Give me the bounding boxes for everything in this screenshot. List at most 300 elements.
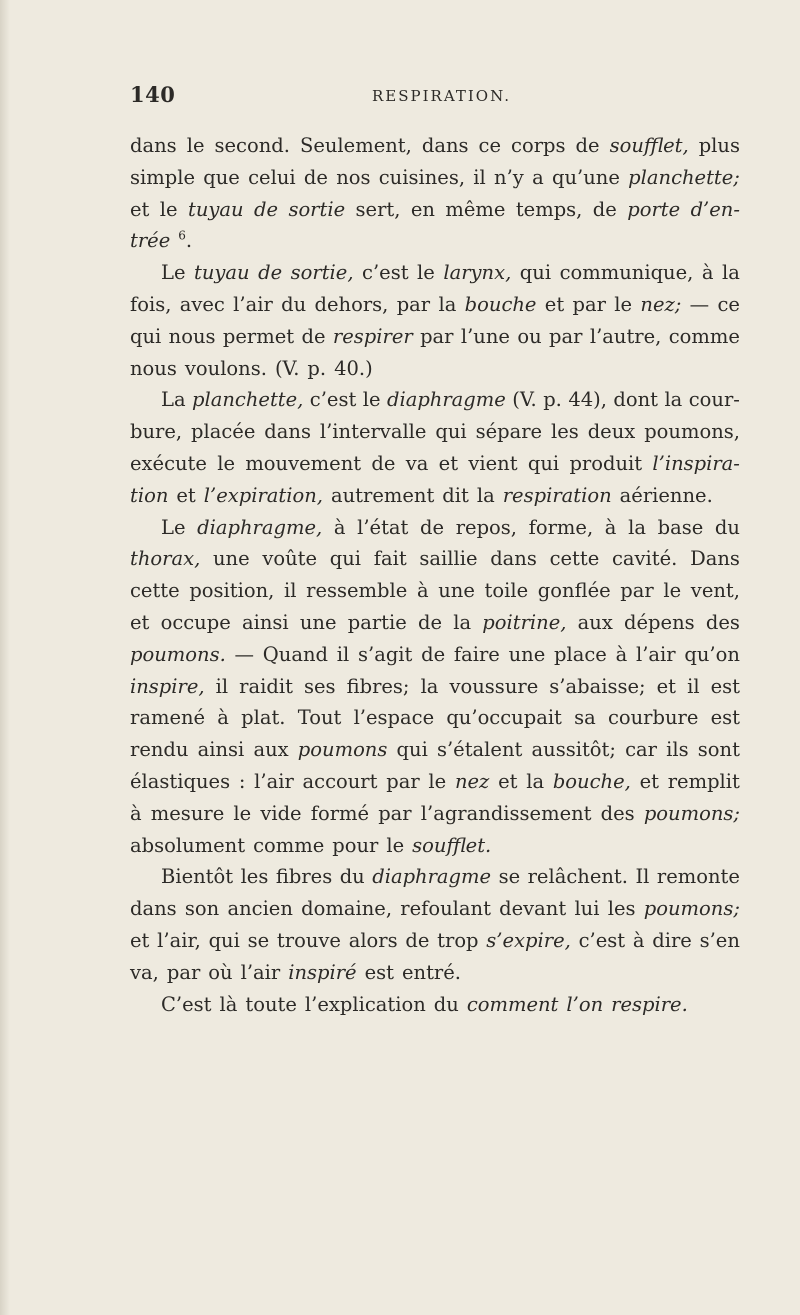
word: les [551, 420, 579, 444]
word: absolument [130, 833, 246, 857]
word: la [476, 483, 495, 507]
word: Bientôt [161, 865, 234, 889]
text-line [130, 639, 740, 671]
word: le [386, 833, 405, 857]
word: poumons; [643, 897, 740, 921]
word: du [339, 865, 365, 889]
word: rendu [130, 738, 189, 762]
page-header [130, 82, 740, 116]
word: nez; [640, 292, 682, 316]
word: inspiré [288, 960, 357, 984]
word: vide [260, 801, 302, 825]
text-line [130, 575, 740, 607]
word: comme [253, 833, 325, 857]
word: occupe [160, 610, 231, 634]
word: la [526, 769, 545, 793]
text-line [130, 989, 740, 1021]
word: ancien [227, 897, 293, 921]
word: accourt [302, 769, 378, 793]
word: de [371, 451, 396, 475]
text-line [130, 734, 740, 766]
word: la [438, 292, 457, 316]
word: dit [442, 483, 469, 507]
word: saillie [419, 547, 478, 571]
word: la [664, 388, 683, 412]
word: planchette; [628, 165, 740, 189]
word: poumons. [130, 642, 226, 666]
word: à [333, 515, 346, 539]
word: bouche, [552, 769, 631, 793]
running-title: RESPIRATION. [372, 87, 512, 105]
word: domaine, [301, 897, 393, 921]
text-line [130, 957, 740, 989]
word: forme, [528, 515, 594, 539]
word: se [498, 865, 521, 889]
text-line [130, 798, 740, 830]
word: sortie [288, 197, 346, 221]
word: 44), [568, 388, 607, 412]
word: que [203, 165, 240, 189]
word: poumons; [643, 801, 740, 825]
word: fibres [275, 865, 333, 889]
word: le [186, 134, 205, 157]
word: ou [517, 324, 542, 348]
word: à [604, 515, 617, 539]
word: de [254, 197, 279, 221]
word: dont [613, 388, 658, 412]
word: le [428, 769, 447, 793]
word: trée [130, 229, 171, 253]
word: cette [549, 547, 600, 571]
word: la [722, 261, 740, 285]
word: dans [130, 897, 177, 921]
word: de [405, 928, 430, 952]
word: les [240, 865, 269, 889]
word: l’on [566, 992, 604, 1016]
word: il [687, 674, 700, 698]
word: La [161, 388, 186, 412]
word: de [301, 324, 326, 348]
word: l’explication [304, 992, 426, 1016]
word: planchette, [192, 388, 304, 412]
text-line [130, 543, 740, 575]
word: s’abaisse; [549, 674, 646, 698]
word: toute [245, 992, 297, 1016]
word: le [362, 388, 381, 412]
word: sa [574, 706, 596, 730]
word: ce [717, 292, 740, 316]
word: voulons. [184, 356, 267, 380]
word: ainsi [197, 738, 245, 762]
text-line [130, 289, 740, 321]
word: par [572, 292, 606, 316]
word: raidit [239, 674, 293, 698]
word: Quand [262, 642, 328, 666]
word: de [421, 642, 446, 666]
word: Il [635, 865, 650, 889]
word: est [710, 706, 740, 730]
word: son [184, 897, 220, 921]
word: ses [303, 674, 336, 698]
word: — [689, 292, 710, 316]
word: et [639, 769, 659, 793]
word: sert, [355, 197, 401, 221]
word: il [336, 642, 350, 666]
word: aussitôt; [531, 738, 616, 762]
word: remplit [667, 769, 740, 793]
word: : [238, 769, 246, 793]
text-line [130, 321, 740, 353]
word: le [663, 579, 682, 603]
text-line [130, 671, 740, 703]
word: bouche [464, 292, 537, 316]
word: ce [478, 134, 502, 157]
word: cavité. [611, 547, 678, 571]
word: qu’une [552, 165, 620, 189]
text-line [130, 162, 740, 194]
word: l’air [635, 642, 676, 666]
word: qui [519, 261, 552, 285]
word: respiration [502, 483, 612, 507]
word: l’espace [353, 706, 435, 730]
text-line [130, 766, 740, 798]
word: qui [435, 420, 467, 444]
text-line [130, 384, 740, 416]
word: place [554, 642, 607, 666]
word: à [632, 928, 645, 952]
word: dépens [624, 610, 695, 634]
word: courbure [607, 706, 699, 730]
word: gonflée [537, 579, 611, 603]
word: la [453, 610, 472, 634]
word: s’étalent [436, 738, 523, 762]
word: c’est [578, 928, 626, 952]
word: permet [222, 324, 295, 348]
word: celui [248, 165, 296, 189]
text-line [130, 925, 740, 957]
word: il [473, 165, 486, 189]
word: par [386, 769, 420, 793]
word: l’air [254, 769, 294, 793]
word: $^6$. [178, 228, 193, 253]
word: c’est [309, 388, 357, 412]
word: bure, [130, 420, 183, 444]
word: du [281, 292, 307, 316]
word: élastiques [130, 769, 231, 793]
word: la [420, 674, 439, 698]
page-edge-shadow [0, 0, 10, 1315]
word: second. [214, 134, 290, 157]
word: trouve [276, 928, 341, 952]
word: dans [421, 134, 469, 157]
text-line [130, 225, 740, 257]
word: Le [161, 261, 186, 285]
word: Tout [297, 706, 342, 730]
word: cour- [688, 388, 740, 412]
word: qui [527, 451, 560, 475]
body-text [130, 130, 740, 1020]
word: poumons [297, 738, 388, 762]
word: la [628, 515, 646, 539]
word: lui [574, 897, 600, 921]
word: de [592, 197, 617, 221]
word: plus [698, 134, 740, 157]
word: diaphragme [372, 865, 492, 889]
word: le [217, 451, 236, 475]
word: qui [396, 738, 428, 762]
word: où [208, 960, 233, 984]
word: une [438, 579, 475, 603]
word: dans [264, 420, 311, 444]
word: soufflet. [412, 833, 492, 857]
word: dehors, [314, 292, 389, 316]
word: ramené [130, 706, 206, 730]
word: — [234, 642, 255, 666]
word: tion [130, 483, 169, 507]
word: Le [161, 515, 186, 539]
word: le [159, 197, 178, 221]
word: qui [329, 547, 362, 571]
word: 40.) [334, 356, 373, 380]
word: par [378, 801, 412, 825]
word: poitrine, [482, 610, 567, 634]
word: fibres; [346, 674, 410, 698]
word: de [575, 134, 600, 157]
word: qui [130, 324, 162, 348]
word: l’agrandissement [420, 801, 592, 825]
word: produit [569, 451, 643, 475]
word: diaphragme [386, 388, 506, 412]
word: nos [336, 165, 371, 189]
word: exécute [130, 451, 207, 475]
word: toile [484, 579, 529, 603]
word: p. [307, 356, 327, 380]
word: et [130, 610, 150, 634]
word: il [284, 579, 297, 603]
word: faire [453, 642, 500, 666]
word: relâchent. [527, 865, 628, 889]
word: l’une [460, 324, 510, 348]
text-line [130, 861, 740, 893]
text-line [130, 893, 740, 925]
word: diaphragme, [197, 515, 323, 539]
word: n’y [494, 165, 524, 189]
word: le [614, 292, 633, 316]
text-line [130, 257, 740, 289]
word: porte [627, 197, 681, 221]
word: à [701, 261, 714, 285]
word: et [130, 928, 150, 952]
word: par [166, 960, 201, 984]
word: ressemble [306, 579, 408, 603]
word: soufflet, [609, 134, 689, 157]
word: placée [191, 420, 256, 444]
word: et [176, 483, 196, 507]
text-line [130, 607, 740, 639]
word: l’inspira- [652, 451, 740, 475]
word: vient [468, 451, 518, 475]
word: thorax, [130, 547, 201, 571]
word: s’expire, [486, 928, 571, 952]
word: l’intervalle [319, 420, 427, 444]
word: ainsi [241, 610, 289, 634]
word: sépare [475, 420, 543, 444]
word: mouvement [245, 451, 362, 475]
text-line [130, 480, 740, 512]
word: qui [208, 928, 240, 952]
text-line [130, 130, 740, 162]
word: du [714, 515, 740, 539]
word: (V. [512, 388, 537, 412]
word: de [420, 515, 445, 539]
word: devant [499, 897, 567, 921]
word: corps [511, 134, 566, 157]
word: car [625, 738, 657, 762]
word: d’en- [690, 197, 740, 221]
word: repos, [455, 515, 517, 539]
word: des [600, 801, 635, 825]
word: s’en [699, 928, 740, 952]
word: vent, [690, 579, 740, 603]
word: les [607, 897, 636, 921]
word: aux [253, 738, 289, 762]
word: et [544, 292, 565, 316]
word: de [417, 610, 442, 634]
word: cuisines, [378, 165, 466, 189]
word: dans [130, 134, 177, 157]
word: de [258, 261, 283, 285]
word: avec [179, 292, 225, 316]
word: pour [332, 833, 379, 857]
word: base [657, 515, 704, 539]
word: une [508, 642, 546, 666]
word: s’agit [357, 642, 413, 666]
word: deux [587, 420, 636, 444]
word: nous [130, 356, 177, 380]
word: une [299, 610, 337, 634]
word: autrement [330, 483, 435, 507]
word: à [416, 579, 429, 603]
word: par [620, 579, 654, 603]
word: nez [454, 769, 490, 793]
word: entré. [402, 960, 461, 984]
word: va [405, 451, 429, 475]
word: comme [668, 324, 740, 348]
word: refoulant [400, 897, 491, 921]
word: une [212, 547, 250, 571]
word: ils [666, 738, 689, 762]
word: tuyau [187, 197, 244, 221]
word: simple [130, 165, 195, 189]
word: du [433, 992, 459, 1016]
word: qu’occupait [446, 706, 562, 730]
word: à [615, 642, 628, 666]
word: l’air, [157, 928, 201, 952]
word: à [217, 706, 229, 730]
word: c’est [362, 261, 409, 285]
word: et [438, 451, 459, 475]
word: Dans [690, 547, 740, 571]
text-line [130, 353, 740, 385]
word: cette [130, 579, 180, 603]
word: là [219, 992, 238, 1016]
word: respire. [611, 992, 688, 1016]
word: mesure [150, 801, 225, 825]
word: sont [697, 738, 740, 762]
word: de [303, 165, 328, 189]
word: larynx, [443, 261, 512, 285]
word: formé [310, 801, 370, 825]
word: position, [189, 579, 275, 603]
word: a [532, 165, 544, 189]
word: tuyau [194, 261, 250, 285]
text-line [130, 702, 740, 734]
word: trop [437, 928, 479, 952]
word: inspire, [130, 674, 205, 698]
word: par [420, 324, 454, 348]
word: il [215, 674, 229, 698]
word: fait [373, 547, 407, 571]
word: est [710, 674, 740, 698]
word: respirer [332, 324, 413, 348]
text-line [130, 512, 740, 544]
word: l’air [240, 960, 281, 984]
word: le [417, 261, 435, 285]
word: l’état [357, 515, 409, 539]
word: plat. [241, 706, 286, 730]
word: partie [347, 610, 407, 634]
word: et [498, 769, 518, 793]
word: va, [130, 960, 159, 984]
word: même [445, 197, 506, 221]
word: des [705, 610, 740, 634]
word: (V. [274, 356, 300, 380]
word: sortie, [290, 261, 354, 285]
word: dans [490, 547, 537, 571]
word: comment [466, 992, 559, 1016]
word: est [364, 960, 394, 984]
page-number: 140 [130, 82, 176, 107]
word: temps, [515, 197, 583, 221]
word: par [396, 292, 431, 316]
word: p. [543, 388, 562, 412]
word: nous [168, 324, 216, 348]
word: C’est [161, 992, 212, 1016]
word: et [656, 674, 677, 698]
word: dire [652, 928, 692, 952]
word: voussure [449, 674, 539, 698]
word: remonte [656, 865, 740, 889]
word: l’air [233, 292, 273, 316]
word: Seulement, [299, 134, 412, 157]
word: poumons, [644, 420, 740, 444]
word: en [410, 197, 435, 221]
text-line [130, 830, 740, 862]
word: et [130, 197, 150, 221]
word: à [130, 801, 142, 825]
word: qu’on [684, 642, 740, 666]
word: aérienne. [619, 483, 713, 507]
word: fois, [130, 292, 172, 316]
text-line [130, 416, 740, 448]
word: par [549, 324, 583, 348]
word: voûte [262, 547, 318, 571]
word: le [233, 801, 252, 825]
text-line [130, 448, 740, 480]
word: communique, [559, 261, 694, 285]
word: l’expiration, [203, 483, 323, 507]
word: alors [348, 928, 398, 952]
